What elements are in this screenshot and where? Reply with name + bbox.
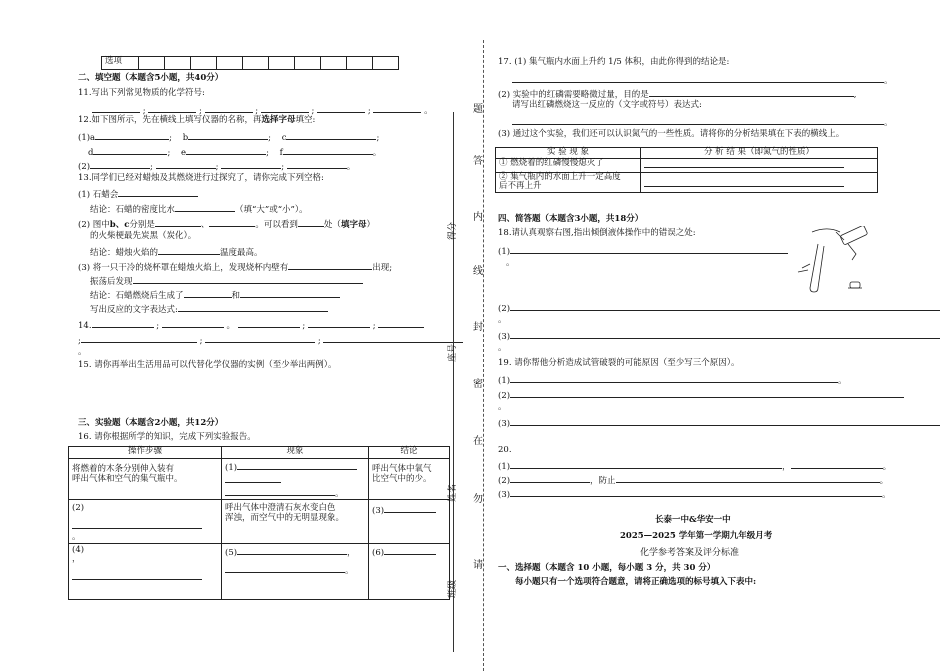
q19-2-end: 。 [498, 402, 507, 412]
answer-blank[interactable] [92, 319, 154, 328]
class-label: 班级 [448, 579, 458, 598]
table-cell [641, 172, 878, 193]
q11-blanks: ; ; ; ; ; 。 [92, 104, 433, 117]
q18-3: (3) [498, 330, 940, 343]
table-cell: (5) ， 。 [222, 543, 369, 599]
answer-blank[interactable] [317, 104, 365, 113]
q17-1-blank: 。 [512, 74, 893, 87]
question-16: 16. 请你根据所学的知识，完成下列实验报告。 [78, 432, 256, 442]
answer-blank[interactable] [510, 460, 782, 469]
answer-blank[interactable] [323, 334, 463, 343]
answer-blank[interactable] [225, 474, 281, 483]
q13-part3-cont: 振荡后发现 [90, 275, 363, 288]
answer-blank[interactable] [225, 487, 335, 496]
answer-blank[interactable] [791, 460, 883, 469]
answer-blank[interactable] [649, 88, 854, 97]
question-15: 15. 请你再举出生活用品可以代替化学仪器的实例（至少举出两例）。 [78, 360, 337, 370]
question-18: 18.请认真观察右图,指出倾倒液体操作中的错误之处: [498, 228, 696, 238]
table-cell [641, 158, 878, 172]
table-cell: 将燃着的木条分别伸入装有 呼出气体和空气的集气瓶中。 [69, 459, 222, 500]
q12-row1: (1)a ; b ; c ; [78, 133, 380, 143]
answer-blank[interactable] [384, 546, 436, 555]
q14-end: 。 [78, 347, 87, 357]
question-11: 11.写出下列常见物质的化学符号: [78, 88, 205, 98]
table-cell: ① 燃烧着的红磷慢慢熄灭了 [496, 158, 641, 172]
answer-blank[interactable] [175, 203, 235, 212]
q13-conclusion2: 结论：蜡烛火焰的 温度最高。 [90, 248, 263, 258]
answer-blank[interactable] [225, 564, 345, 573]
answer-blank[interactable] [209, 218, 255, 227]
table-cell: (3) [369, 500, 450, 543]
q13-conclusion3: 结论：石蜡燃烧后生成了 和 [90, 289, 340, 302]
table-cell: (4) ， [69, 543, 222, 599]
score-label: 得分 [448, 221, 458, 240]
answer-blank[interactable] [287, 160, 347, 169]
option-cell[interactable] [191, 57, 217, 70]
table-cell: 呼出气体中氧气 比空气中的少。 [369, 459, 450, 500]
question-20: 20. [498, 445, 512, 455]
question-12: 12.如下图所示，先在横线上填写仪器的名称，再选择字母填空: [78, 115, 316, 125]
q13-part2: (2) 图中b、c分别是 、 。可以看到 处（填字母） [78, 220, 375, 230]
table-header: 现象 [222, 447, 369, 459]
q12-row2: d ; e ; f 。 [88, 148, 382, 158]
answer-blank[interactable] [205, 104, 253, 113]
q18-1: (1) [498, 245, 788, 258]
answer-blank[interactable] [72, 571, 202, 580]
answer-blank[interactable] [155, 218, 201, 227]
answer-blank[interactable] [81, 334, 197, 343]
answer-blank[interactable] [90, 160, 150, 169]
answer-blank[interactable] [162, 319, 224, 328]
experiment-table [68, 446, 450, 600]
answer-section1: 一、选择题（本题含 10 小题，每小题 3 分，共 30 分） [498, 563, 716, 573]
q14-row2: ; ; ; [78, 334, 463, 347]
q13-part2-cont: 的火柴梗最先炭黑（炭化）。 [90, 231, 197, 241]
q20-1: (1) ， 。 [498, 462, 892, 472]
answer-blank[interactable] [510, 474, 590, 483]
answer-blank[interactable] [384, 504, 436, 513]
seal-char: 封 [473, 322, 483, 333]
q19-2: (2) [498, 389, 904, 402]
seal-char: 勿 [473, 494, 483, 505]
answer-blank[interactable] [95, 131, 169, 140]
option-cell[interactable] [321, 57, 347, 70]
section3-title: 三、实验题（本题含2小题，共12分） [78, 418, 224, 428]
option-cell[interactable] [139, 57, 165, 70]
section2-title: 二、填空题（本题含5小题，共40分） [78, 73, 224, 83]
table-header: 实 验 现 象 [496, 148, 641, 159]
pouring-liquid-illustration [788, 226, 878, 300]
answer-section1-sub: 每小题只有一个选项符合题意，请将正确选项的标号填入下表中: [515, 577, 757, 587]
answer-blank[interactable] [178, 303, 328, 312]
answer-blank[interactable] [510, 330, 940, 339]
answer-blank[interactable] [644, 159, 844, 168]
answer-blank[interactable] [378, 319, 424, 328]
answer-blank[interactable] [510, 374, 838, 383]
answer-blank[interactable] [288, 261, 372, 270]
seal-char: 答 [473, 156, 483, 167]
seal-char: 内 [473, 212, 483, 223]
seal-char: 密 [473, 379, 483, 390]
answer-blank[interactable] [298, 218, 324, 227]
answer-blank[interactable] [221, 160, 281, 169]
answer-blank[interactable] [133, 275, 363, 284]
answer-blank[interactable] [186, 146, 266, 155]
question-17-2: (2) 实验中的红磷需要略微过量，目的是 , [498, 90, 857, 100]
question-17-1: 17. (1) 集气瓶内水面上升约 1/5 体积，由此你得到的结论是: [498, 57, 730, 67]
answer-blank[interactable] [188, 131, 268, 140]
q18-3-end: 。 [498, 343, 507, 353]
answer-blank[interactable] [261, 104, 309, 113]
q18-1-end: 。 [506, 258, 515, 268]
seal-line-left [453, 112, 454, 652]
option-cell[interactable] [347, 57, 373, 70]
answer-blank[interactable] [510, 245, 788, 254]
option-cell[interactable] [165, 57, 191, 70]
table-cell: (6) [369, 543, 450, 599]
answer-blank[interactable] [93, 146, 167, 155]
section4-title: 四、简答题（本题含3小题，共18分） [498, 214, 644, 224]
table-cell: (1) 。 [222, 459, 369, 500]
answer-blank[interactable] [286, 131, 376, 140]
table-header: 分 析 结 果（即氮气的性质） [641, 148, 878, 159]
answer-blank[interactable] [92, 104, 140, 113]
q13-conclusion1: 结论：石蜡的密度比水 （填“大”或“小”）。 [90, 205, 308, 215]
seal-char: 线 [473, 266, 483, 277]
seat-number-label: 座号 [448, 343, 458, 362]
table-header: 操作步骤 [69, 447, 222, 459]
table-cell: 呼出气体中澄清石灰水变白色 浑浊，而空气中的无明显现象。 [222, 500, 369, 543]
answer-blank[interactable] [510, 417, 940, 426]
q13-part1: (1) 石蜡会 [78, 188, 198, 201]
option-cell[interactable] [217, 57, 243, 70]
q19-1: (1) 。 [498, 376, 847, 386]
answer-term: 2025—2025 学年第一学期九年级月考 [620, 531, 773, 541]
answer-blank[interactable] [118, 188, 198, 197]
answer-blank[interactable] [510, 302, 940, 311]
q18-2-end: 。 [498, 315, 507, 325]
option-table [101, 56, 399, 70]
table-header: 结论 [369, 447, 450, 459]
nitrogen-table [495, 147, 878, 193]
option-cell[interactable] [373, 57, 399, 70]
option-cell[interactable] [269, 57, 295, 70]
answer-blank[interactable] [644, 178, 844, 187]
q20-2: (2) ，防止 。 [498, 476, 889, 486]
answer-blank[interactable] [283, 146, 373, 155]
answer-blank[interactable] [184, 289, 232, 298]
question-17-2b: 请写出红磷燃烧这一反应的（文字或符号）表达式: [512, 100, 702, 110]
answer-blank[interactable] [238, 319, 300, 328]
answer-blank[interactable] [240, 289, 340, 298]
answer-blank[interactable] [237, 461, 357, 470]
answer-school: 长泰一中&华安一中 [655, 515, 731, 525]
answer-blank[interactable] [616, 474, 880, 483]
question-19: 19. 请你帮他分析造成试管破裂的可能原因（至少写三个原因）。 [498, 358, 740, 368]
seal-line-right [483, 40, 484, 671]
answer-blank[interactable] [512, 116, 884, 125]
table-cell: (2) 。 [69, 500, 222, 543]
option-cell[interactable] [243, 57, 269, 70]
q13-equation: 写出反应的文字表达式: [90, 303, 328, 316]
answer-blank[interactable] [72, 520, 202, 529]
option-label: 选项 [102, 57, 139, 70]
answer-blank[interactable] [205, 334, 315, 343]
answer-blank[interactable] [237, 546, 347, 555]
answer-blank[interactable] [510, 488, 882, 497]
seal-char: 题 [473, 104, 483, 115]
answer-blank[interactable] [510, 389, 904, 398]
q18-2: (2) [498, 302, 940, 315]
seal-char: 在 [473, 436, 483, 447]
question-13: 13.同学们已经对蜡烛及其燃烧进行过探究了，请你完成下列空格: [78, 173, 324, 183]
seal-char: 请 [473, 560, 483, 571]
answer-blank[interactable] [156, 160, 216, 169]
answer-blank[interactable] [512, 74, 884, 83]
q13-part3: (3) 将一只干冷的烧杯罩在蜡烛火焰上，发现烧杯内壁有 出现; [78, 263, 393, 273]
answer-blank[interactable] [158, 246, 220, 255]
answer-blank[interactable] [148, 104, 196, 113]
q17-2-blank: 。 [512, 116, 893, 129]
table-cell: ② 集气瓶内的水面上升一定高度 后不再上升 [496, 172, 641, 193]
answer-title: 化学参考答案及评分标准 [640, 548, 740, 558]
question-14: 14. ; 。 ; ; [78, 319, 424, 332]
name-label: 姓名 [448, 483, 458, 502]
question-17-3: (3) 通过这个实验，我们还可以认识氮气的一些性质。请将你的分析结果填在下表的横线上。 [498, 129, 845, 139]
q20-3: (3) 。 [498, 490, 891, 500]
option-cell[interactable] [295, 57, 321, 70]
answer-blank[interactable] [373, 104, 421, 113]
answer-blank[interactable] [308, 319, 370, 328]
q19-3: (3) [498, 417, 940, 430]
q12-row3: (2) ; ; ; 。 [78, 162, 356, 172]
